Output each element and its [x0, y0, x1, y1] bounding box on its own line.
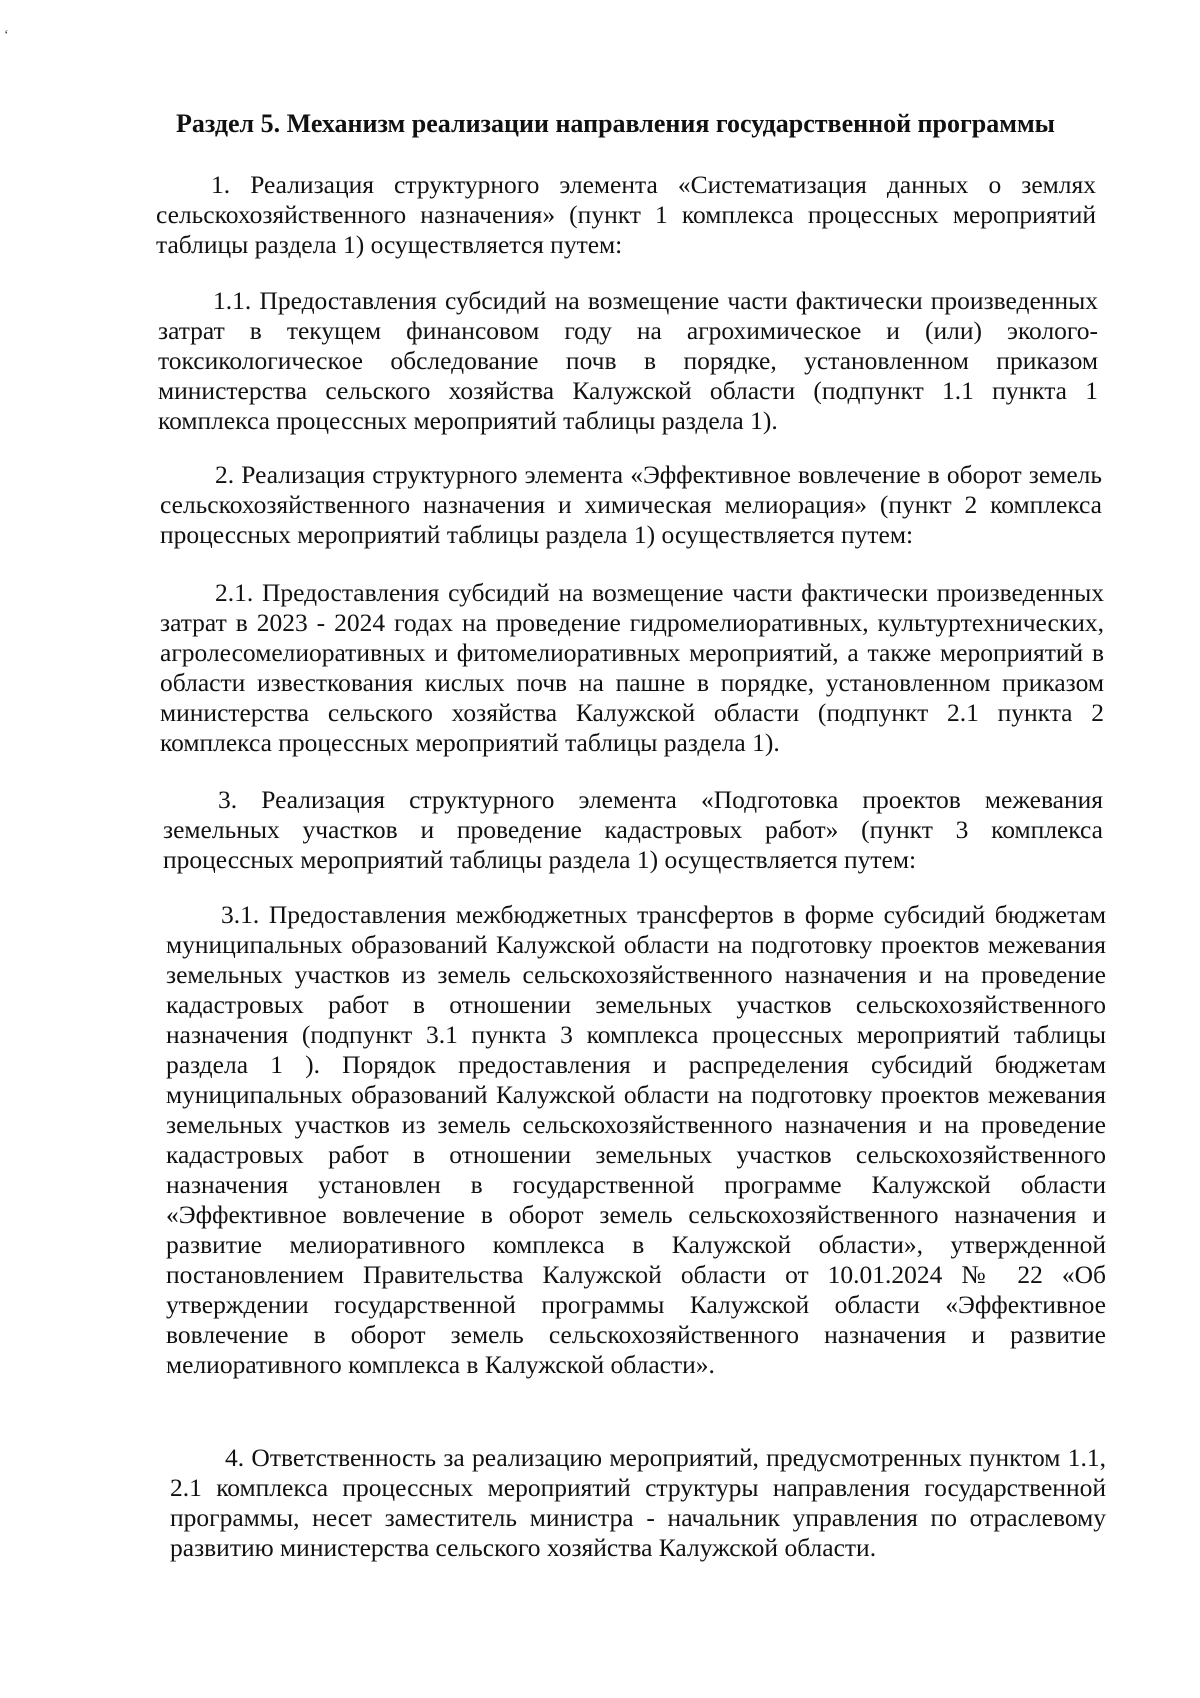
- section-heading: Раздел 5. Механизм реализации направления государственной программы: [176, 109, 1055, 138]
- paragraph-3: 3. Реализация структурного элемента «Подготовка проектов межевания земельных участков и проведение кадастровых работ» (пункт 3 комплекса процессных мероприятий таблицы раздела 1) осуществляется путем:: [163, 785, 1103, 874]
- paragraph-1-1: 1.1. Предоставления субсидий на возмещение части фактически произведенных затрат в текущем финансовом году на агрохимическое и (или) эколого-токсикологическое обследование почв в порядке, установленном приказом министерства сельского хозяйства Калужской области (подпункт 1.1 пункта 1 комплекса процессных мероприятий таблицы раздела 1).: [158, 286, 1098, 435]
- paragraph-3-1: 3.1. Предоставления межбюджетных трансфертов в форме субсидий бюджетам муниципальных образований Калужской области на подготовку проектов межевания земельных участков из земель сельскохозяйственного назначения и на проведение кадастровых работ в отношении земельных участков сельскохозяйственного назначения (подпункт 3.1 пункта 3 комплекса процессных мероприятий таблицы раздела 1 ). Порядок предоставления и распределения субсидий бюджетам муниципальных образований Калужской области на подготовку проектов межевания земельных участков из земель сельскохозяйственного назначения и на проведение кадастровых работ в отношении земельных участков сельскохозяйственного назначения установлен в государственной программе Калужской области «Эффективное вовлечение в оборот земель сельскохозяйственного назначения и развитие мелиоративного комплекса в Калужской области», утвержденной постановлением Правительства Калужской области от 10.01.2024 № 22 «Об утверждении государственной программы Калужской области «Эффективное вовлечение в оборот земель сельскохозяйственного назначения и развитие мелиоративного комплекса в Калужской области».: [166, 900, 1106, 1379]
- scan-mark: ‘: [4, 28, 9, 43]
- paragraph-4: 4. Ответственность за реализацию мероприятий, предусмотренных пунктом 1.1, 2.1 комплекса процессных мероприятий структуры направления государственной программы, несет заместитель министра - начальник управления по отраслевому развитию министерства сельского хозяйства Калужской области.: [170, 1443, 1106, 1562]
- paragraph-2: 2. Реализация структурного элемента «Эффективное вовлечение в оборот земель сельскохозяйственного назначения и химическая мелиорация» (пункт 2 комплекса процессных мероприятий таблицы раздела 1) осуществляется путем:: [160, 460, 1102, 549]
- paragraph-1: 1. Реализация структурного элемента «Систематизация данных о землях сельскохозяйственного назначения» (пункт 1 комплекса процессных мероприятий таблицы раздела 1) осуществляется путем:: [156, 170, 1096, 259]
- paragraph-2-1: 2.1. Предоставления субсидий на возмещение части фактически произведенных затрат в 2023 - 2024 годах на проведение гидромелиоративных, культуртехнических, агролесомелиоративных и фитомелиоративных мероприятий, а также мероприятий в области известкования кислых почв на пашне в порядке, установленном приказом министерства сельского хозяйства Калужской области (подпункт 2.1 пункта 2 комплекса процессных мероприятий таблицы раздела 1).: [160, 578, 1104, 757]
